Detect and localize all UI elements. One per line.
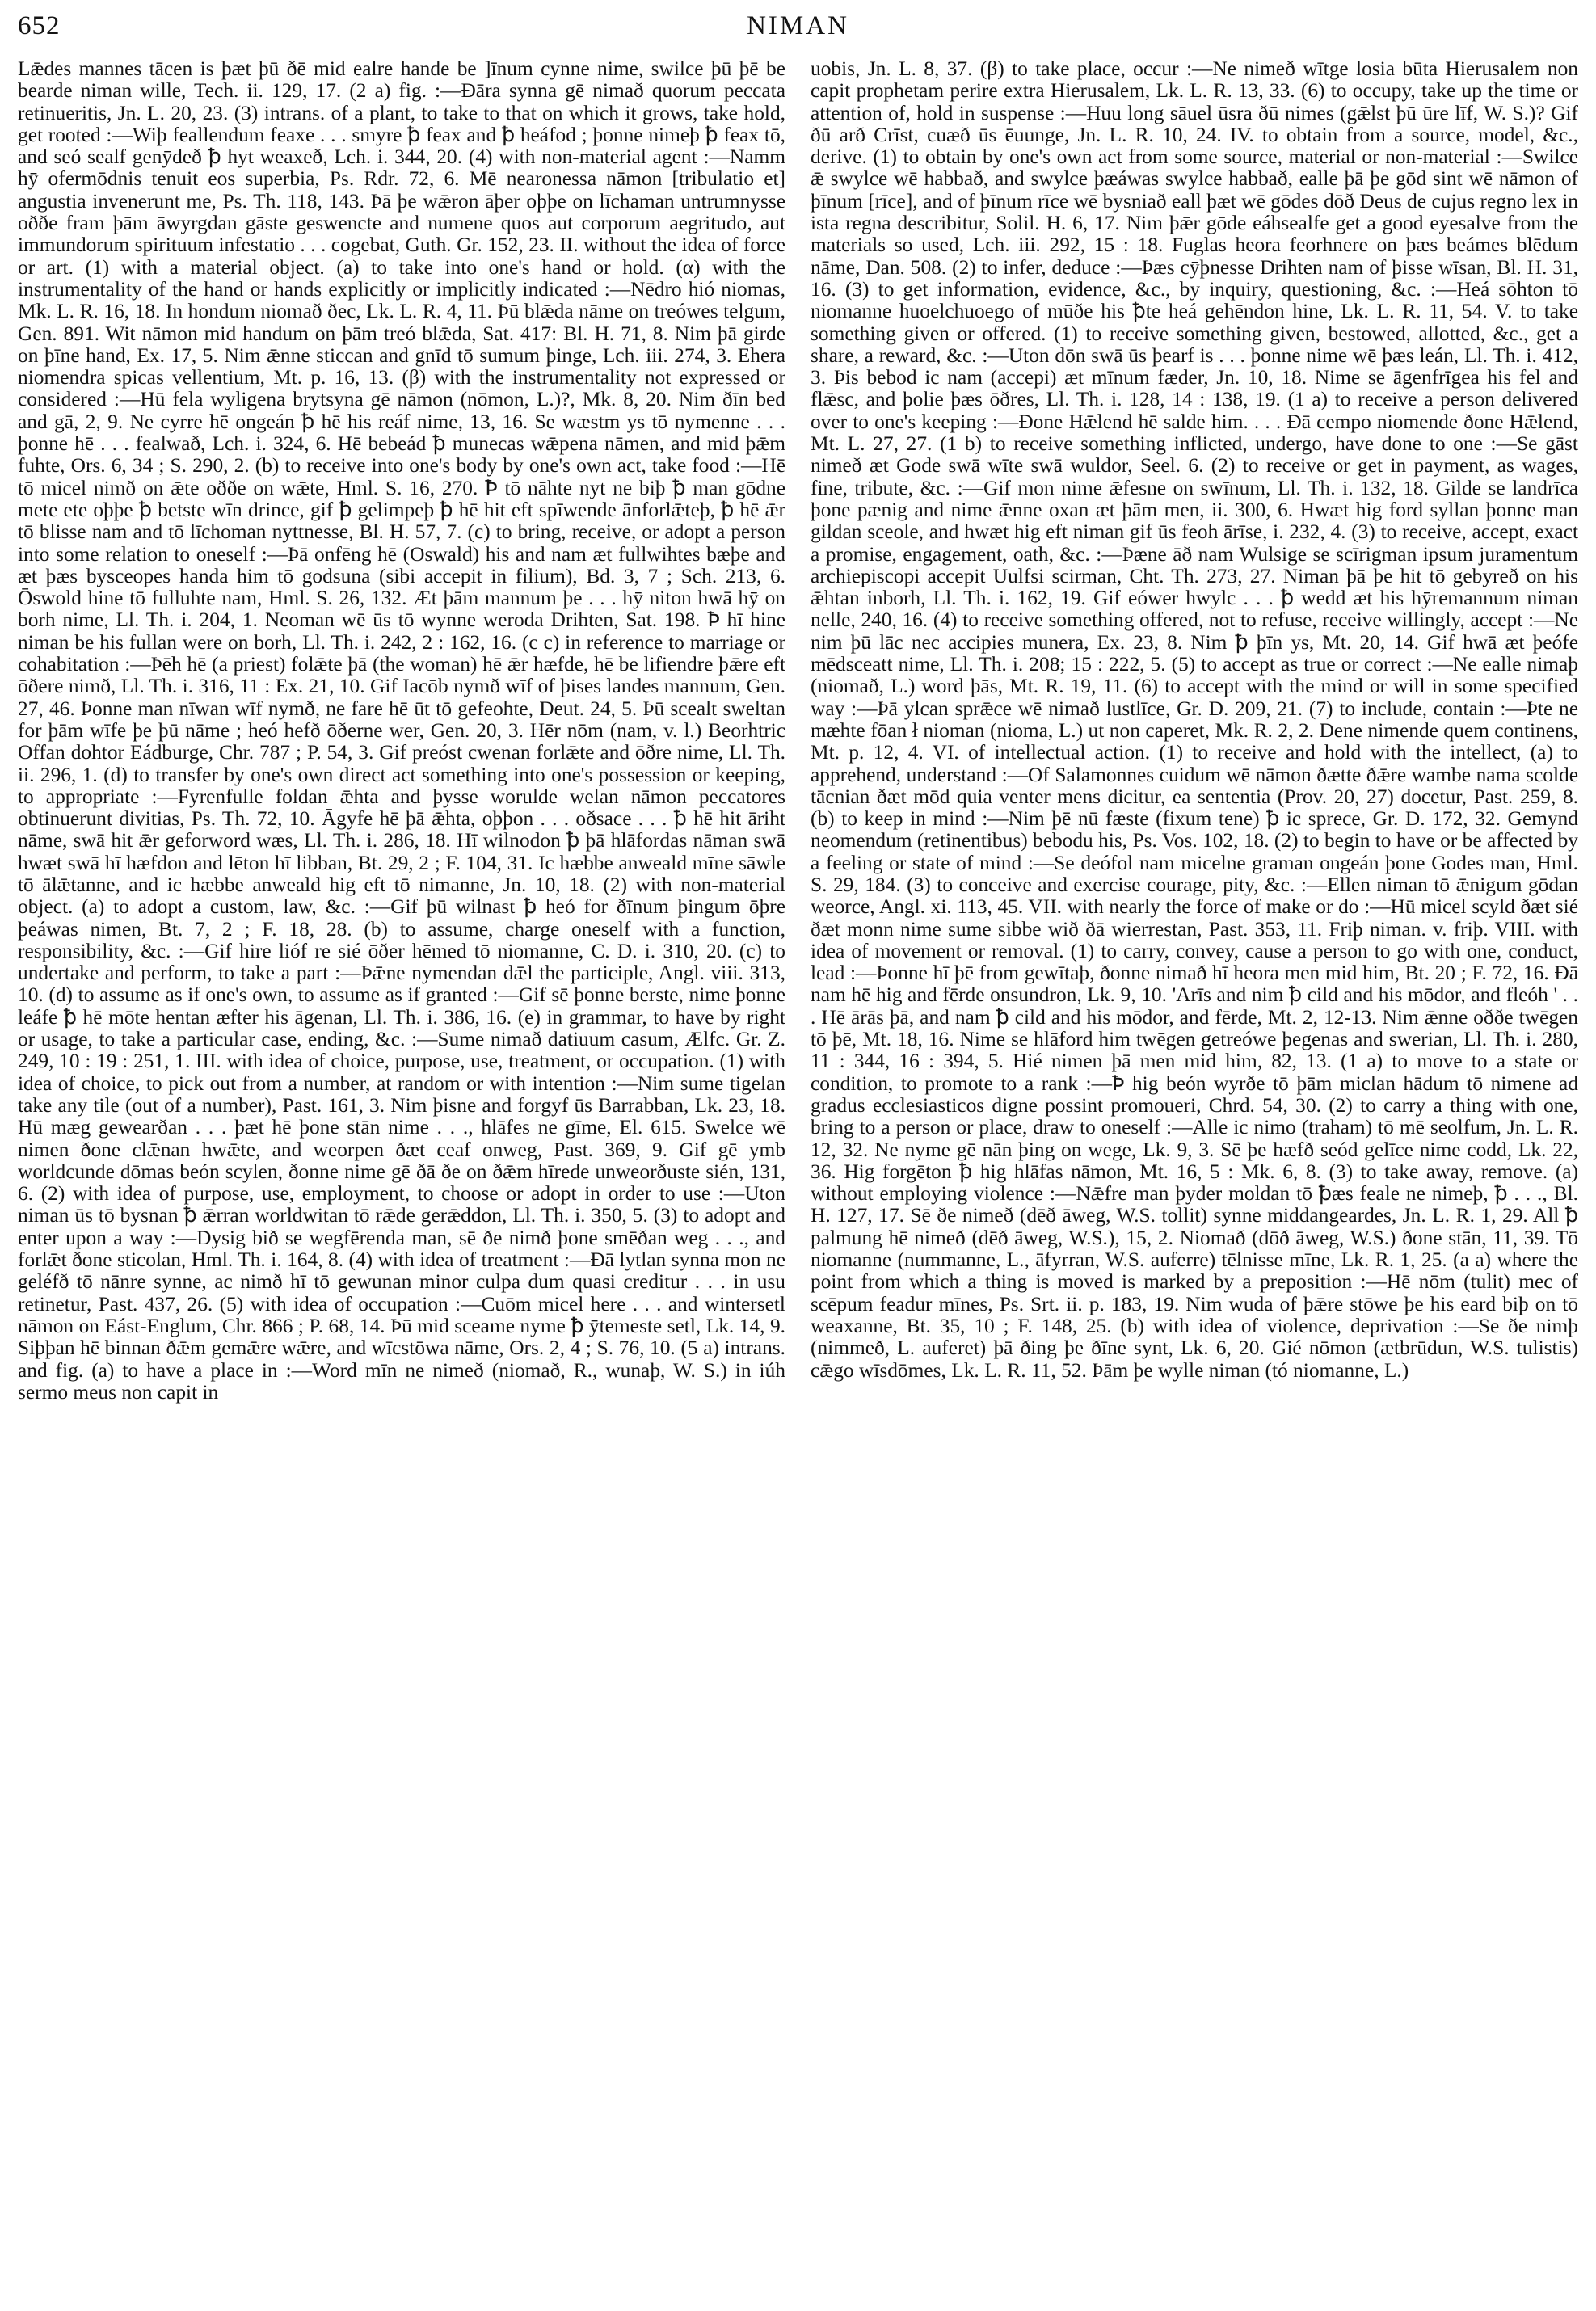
running-headword: NIMAN	[747, 11, 849, 40]
right-column	[811, 58, 1578, 2296]
running-head	[18, 11, 1578, 48]
page-number: 652	[18, 11, 61, 40]
left-column	[18, 58, 785, 2296]
right-column-text: uobis, Jn. L. 8, 37. (β) to take place, occur :—Ne nimeð wītge losia būta Hierusalem non capit prophetam perire extra Hierusalem, Lk. L. R. 13, 33. (6) to occupy, take up the time or attention of, hold in suspense :—Huu long sāuel ūsra ðū nimes (gǣlst þū ūre līf, W. S.)? Gif ðū arð Crīst, cuæð ūs ēuunge, Jn. L. R. 10, 24. IV. to obtain from a source, model, &c., derive. (1) to obtain by one's own act from some source, material or non-material :—Swilce ǣ swylce wē habbað, and swylce þæáwas swylce habbað, ealle þā þe gōd sint wē nāmon of þīnum [rīce], and of þīnum rīce wē bysniað eall þæt wē gōdes dōð Deus de cujus regno lex in ista regna describitur, Solil. H. 6, 17. Nim þǣr gōde eáhsealfe get a good eyesalve from the materials so used, Lch. iii. 292, 15 : 18. Fuglas heora feorhnere on þæs beámes blēdum nāme, Dan. 508. (2) to infer, deduce :—Þæs cȳþnesse Drihten nam of þisse wīsan, Bl. H. 31, 16. (3) to get information, evidence, &c., by inquiry, questioning, &c. :—Heá sōhton tō niomanne huoelchuoego of mūðe his ꝥte heá gehēndon hine, Lk. L. R. 11, 54. V. to take something given or offered. (1) to receive something given, bestowed, allotted, &c., get a share, a reward, &c. :—Uton dōn swā ūs þearf is . . . þonne nime wē þæs leán, Ll. Th. i. 412, 3. Þis bebod ic nam (accepi) æt mīnum fæder, Jn. 10, 18. Nime se āgenfrīgea his fel and flǣsc, and þolie þæs ōðres, Ll. Th. i. 128, 14 : 138, 19. (1 a) to receive a person delivered over to one's keeping :—Ðone Hǣlend hē salde him. . . . Ðā cempo niomende ðone Hǣlend, Mt. L. 27, 27. (1 b) to receive something inflicted, undergo, have done to one :—Se gāst nimeð æt Gode swā wīte swā wuldor, Seel. 6. (2) to receive or get in payment, as wages, fine, tribute, &c. :—Gif mon nime ǣfesne on swīnum, Ll. Th. i. 132, 18. Gilde se landrīca þone pænig and nime ǣnne oxan æt þām men, ii. 300, 6. Hwæt hig ford syllan þonne man gildan sceole, and hwæt hig eft niman gif ūs feoh ārīse, i. 232, 4. (3) to receive, accept, exact a promise, engagement, oath, &c. :—Þæne āð nam Wulsige se scīrigman ipsum juramentum archiepiscopi accepit Uulfsi scirman, Cht. Th. 273, 27. Niman þā þe hit tō gebyreð on his ǣhtan inborh, Ll. Th. i. 162, 19. Gif eówer hwylc . . . ꝥ wedd æt his hȳremannum niman nelle, 240, 16. (4) to receive something offered, not to refuse, receive willingly, accept :—Ne nim þū lāc nec accipies munera, Ex. 23, 8. Nim ꝥ þīn ys, Mt. 20, 14. Gif hwā æt þeófe mēdsceatt nime, Ll. Th. i. 208; 15 : 222, 5. (5) to accept as true or correct :—Ne ealle nimaþ (niomað, L.) word þās, Mt. R. 19, 11. (6) to accept with the mind or will in some specified way :—Þā ylcan sprǣce wē nimað lustlīce, Gr. D. 209, 21. (7) to include, contain :—Þte ne mæhte fōan ł nioman (nioma, L.) ut non caperet, Mk. R. 2, 2. Ðene nimende quem continens, Mt. p. 12, 4. VI. of intellectual action. (1) to receive and hold with the intellect, (a) to apprehend, understand :—Of Salamonnes cuidum wē nāmon ðætte ðǣre wambe nama scolde tācnian ðæt mōd quia venter mens dicitur, ea sententia (Prov. 20, 27) docetur, Past. 259, 8. (b) to keep in mind :—Nim þē nū fæste (fixum tene) ꝥ ic sprece, Gr. D. 172, 32. Gemynd neomendum (retinentibus) bebodu his, Ps. Vos. 102, 18. (2) to begin to have or be affected by a feeling or state of mind :—Se deófol nam micelne graman ongeán þone Godes man, Hml. S. 29, 184. (3) to conceive and exercise courage, pity, &c. :—Ellen niman tō ǣnigum gōdan weorce, Angl. xi. 113, 45. VII. with nearly the force of make or do :—Hū micel scyld ðæt sié ðæt monn nime sume sibbe wið ðā wierrestan, Past. 353, 11. Friþ niman. v. friþ. VIII. with idea of movement or removal. (1) to carry, convey, cause a person to go with one, conduct, lead :—Þonne hī þē from gewītaþ, ðonne nimað hī heora men mid him, Bt. 20 ; F. 72, 16. Ðā nam hē hig and fērde onsundron, Lk. 9, 10. 'Arīs and nim ꝥ cild and his mōdor, and fleóh ' . . . Hē ārās þā, and nam ꝥ cild and his mōdor, and fērde, Mt. 2, 12-13. Nim ǣnne oððe twēgen tō þē, Mt. 18, 16. Nime se hlāford him twēgen getreówe þegenas and swerian, Ll. Th. i. 280, 11 : 344, 16 : 394, 5. Hié nimen þā men mid him, 82, 13. (1 a) to move to a state or condition, to promote to a rank :—Ꝥ hig beón wyrðe tō þām miclan hādum tō nimene ad gradus ecclesiasticos digne possint promoueri, Chrd. 54, 30. (2) to carry a thing with one, bring to a person or place, draw to oneself :—Alle ic nimo (traham) tō mē seolfum, Jn. L. R. 12, 32. Ne nyme gē nān þing on wege, Lk. 9, 3. Sē þe hæfð seód gelīce nime codd, Lk. 22, 36. Hig forgēton ꝥ hig hlāfas nāmon, Mt. 16, 5 : Mk. 6, 8. (3) to take away, remove. (a) without employing violence :—Nǣfre man þyder moldan tō ꝥæs feale ne nimeþ, ꝥ . . ., Bl. H. 127, 17. Sē ðe nimeð (dēð āweg, W.S. tollit) synne middangeardes, Jn. L. R. 1, 29. All ꝥ palmung hē nimeð (dēð āweg, W.S.), 15, 2. Niomað (dōð āweg, W.S.) ðone stān, 11, 39. Tō niomanne (nummanne, L., āfyrran, W.S. auferre) tēlnisse mīne, Lk. R. 1, 25. (a a) where the point from which a thing is moved is marked by a preposition :—Hē nōm (tulit) mec of scēpum feadur mīnes, Ps. Srt. ii. p. 183, 19. Nim wuda of þǣre stōwe þe his eard biþ on tō weaxanne, Bt. 35, 10 ; F. 148, 25. (b) with idea of violence, deprivation :—Se ðe nimþ (nimmeð, L. auferet) þā ðing þe ðīne synt, Lk. 6, 20. Gié nōmon (ætbrūdun, W.S. tulistis) cǣgo wīsdōmes, Lk. L. R. 11, 52. Þām þe wylle niman (tó niomanne, L.)	[811, 58, 1578, 1382]
left-column-text: Lǣdes mannes tācen is þæt þū ðē mid ealre hande be ]īnum cynne nime, swilce þū þē be bearde niman wille, Tech. ii. 129, 17. (2 a) fig. :—Ðāra synna gē nimað quorum peccata retinueritis, Jn. L. 20, 23. (3) intrans. of a plant, to take to that on which it grows, take hold, get rooted :—Wiþ feallendum feaxe . . . smyre ꝥ feax and ꝥ heáfod ; þonne nimeþ ꝥ feax tō, and seó sealf genȳdeð ꝥ hyt weaxeð, Lch. i. 344, 20. (4) with non-material agent :—Namm hȳ ofermōdnis tenuit eos superbia, Ps. Rdr. 72, 6. Mē nearonessa nāmon [tribulatio et] angustia invenerunt me, Ps. Th. 118, 143. Þā þe wǣron āþer oþþe on līchaman untrumnysse oððe fram þām āwyrgdan gāste geswencte and numene quos aut corporum aegritudo, aut immundorum spirituum infestatio . . . cogebat, Guth. Gr. 152, 23. II. without the idea of force or art. (1) with a material object. (a) to take into one's hand or hold. (α) with the instrumentality of the hand or hands explicitly or implicitly indicated :—Nēdro hió niomas, Mk. L. R. 16, 18. In hondum niomað ðec, Lk. L. R. 4, 11. Þū blǣda nāme on treówes telgum, Gen. 891. Wit nāmon mid handum on þām treó blǣda, Sat. 417: Bl. H. 71, 8. Nim þā girde on þīne hand, Ex. 17, 5. Nim ǣnne sticcan and gnīd tō sumum þinge, Lch. iii. 274, 3. Ehera niomendra spicas vellentium, Mt. p. 16, 13. (β) with the instrumentality not expressed or considered :—Hū fela wyligena brytsyna gē nāmon (nōmon, L.)?, Mk. 8, 20. Nim ðīn bed and gā, 2, 9. Ne cyrre hē ongeán ꝥ hē his reáf nime, 13, 16. Se wæstm ys tō nymenne . . . þonne hē . . . fealwað, Lch. i. 324, 6. Hē bebeád ꝥ munecas wǣpena nāmen, and mid þǣm fuhte, Ors. 6, 34 ; S. 290, 2. (b) to receive into one's body by one's own act, take food :—Hē tō micel nimð on ǣte oððe on wǣte, Hml. S. 16, 270. Ꝥ tō nāhte nyt ne biþ ꝥ man gōdne mete ete oþþe ꝥ betste wīn drince, gif ꝥ gelimpeþ ꝥ hē hit eft spīwende ānforlǣteþ, ꝥ hē ǣr tō blisse nam and tō līchoman nyttnesse, Bl. H. 57, 7. (c) to bring, receive, or adopt a person into some relation to oneself :—Þā onfēng hē (Oswald) his and nam æt fullwihtes bæþe and æt þæs bysceopes handa him tō godsuna (sibi accepit in filium), Bd. 3, 7 ; Sch. 213, 6. Ōswold hine tō fulluhte nam, Hml. S. 26, 132. Æt þām mannum þe . . . hȳ niton hwā hȳ on borh nime, Ll. Th. i. 204, 1. Neoman wē ūs tō wynne weroda Drihten, Sat. 198. Ꝥ hī hine niman be his fullan were on borh, Ll. Th. i. 242, 2 : 162, 16. (c c) in reference to marriage or cohabitation :—Þēh hē (a priest) folǣte þā (the woman) hē ǣr hæfde, hē be lifiendre þǣre eft ōðere nimð, Ll. Th. i. 316, 11 : Ex. 21, 10. Gif Iacōb nymð wīf of þises landes mannum, Gen. 27, 46. Þonne man nīwan wīf nymð, ne fare hē ūt tō gefeohte, Deut. 24, 5. Þū scealt sweltan for þām wīfe þe þū nāme ; heó hefð ōðerne wer, Gen. 20, 3. Hēr nōm (nam, v. l.) Beorhtric Offan dohtor Eádburge, Chr. 787 ; P. 54, 3. Gif preóst cwenan forlǣte and ōðre nime, Ll. Th. ii. 296, 1. (d) to transfer by one's own direct act something into one's possession or keeping, to appropriate :—Fyrenfulle foldan ǣhta and þysse woruldе welan nāmon peccatores obtinuerunt divitias, Ps. Th. 72, 10. Āgyfe hē þā ǣhta, oþþon . . . oðsace . . . ꝥ hē hit āriht nāme, swā hit ǣr geforword wæs, Ll. Th. i. 286, 18. Hī wilnodon ꝥ þā hlāfordas nāman swā hwæt swā hī hæfdon and lēton hī libban, Bt. 29, 2 ; F. 104, 31. Ic hæbbe anweald mīne sāwle tō ālǣtanne, and ic hæbbe anweald hig eft tō nimanne, Jn. 10, 18. (2) with non-material object. (a) to adopt a custom, law, &c. :—Gif þū wilnast ꝥ heó for ðīnum þingum ōþre þeáwas nimen, Bt. 7, 2 ; F. 18, 28. (b) to assume, charge oneself with a function, responsibility, &c. :—Gif hire lióf re sié ōðer hēmed tō niomanne, C. D. i. 310, 20. (c) to undertake and perform, to take a part :—Þǣne nymendan dǣl the participle, Angl. viii. 313, 10. (d) to assume as if one's own, to assume as if granted :—Gif sē þonne berste, nime þonne leáfe ꝥ hē mōte hentan æfter his āgenan, Ll. Th. i. 386, 16. (e) in grammar, to have by right or usage, to take a particular case, ending, &c. :—Sume nimað datiuum casum, Ælfc. Gr. Z. 249, 10 : 19 : 251, 1. III. with idea of choice, purpose, use, treatment, or occupation. (1) with idea of choice, to pick out from a number, at random or with intention :—Nim sume tigelan take any tile (out of a number), Past. 161, 3. Nim þisne and forgyf ūs Barrabban, Lk. 23, 18. Hū mæg gewearðan . . . þæt hē þone stān nime . . ., hlāfes ne gīme, El. 615. Swelce wē nimen ðone clǣnan hwǣte, and weorpen ðæt ceaf onweg, Past. 369, 9. Gif gē ymb worldcunde dōmas beón scylen, ðonne nime gē ðā ðe on ðǣm hīrede unweorðuste sién, 131, 6. (2) with idea of purpose, use, employment, to choose or adopt in order to use :—Uton niman ūs tō bysnan ꝥ ǣrran worldwitan tō rǣde gerǣddon, Ll. Th. i. 350, 5. (3) to adopt and enter upon a way :—Dysig bið se wegfērenda man, sē ðe nimð þone smēðan weg . . ., and forlǣt ðone sticolan, Hml. Th. i. 164, 8. (4) with idea of treatment :—Ðā lytlan synna mon ne geléfð tō nānre synne, ac nimð hī tō gewunan minor culpa dum quasi creditur . . . in usu retinetur, Past. 437, 26. (5) with idea of occupation :—Cuōm micel here . . . and wintersetl nāmon on Eást-Englum, Chr. 866 ; P. 68, 14. Þū mid sceame nyme ꝥ ȳtemeste setl, Lk. 14, 9. Siþþan hē binnan ðǣm gemǣre wǣre, and wīcstōwa nāme, Ors. 2, 4 ; S. 76, 10. (5 a) intrans. and fig. (a) to have a place in :—Word mīn ne nimeð (niomað, R., wunaþ, W. S.) in iúh sermo meus non capit in	[18, 58, 785, 1404]
